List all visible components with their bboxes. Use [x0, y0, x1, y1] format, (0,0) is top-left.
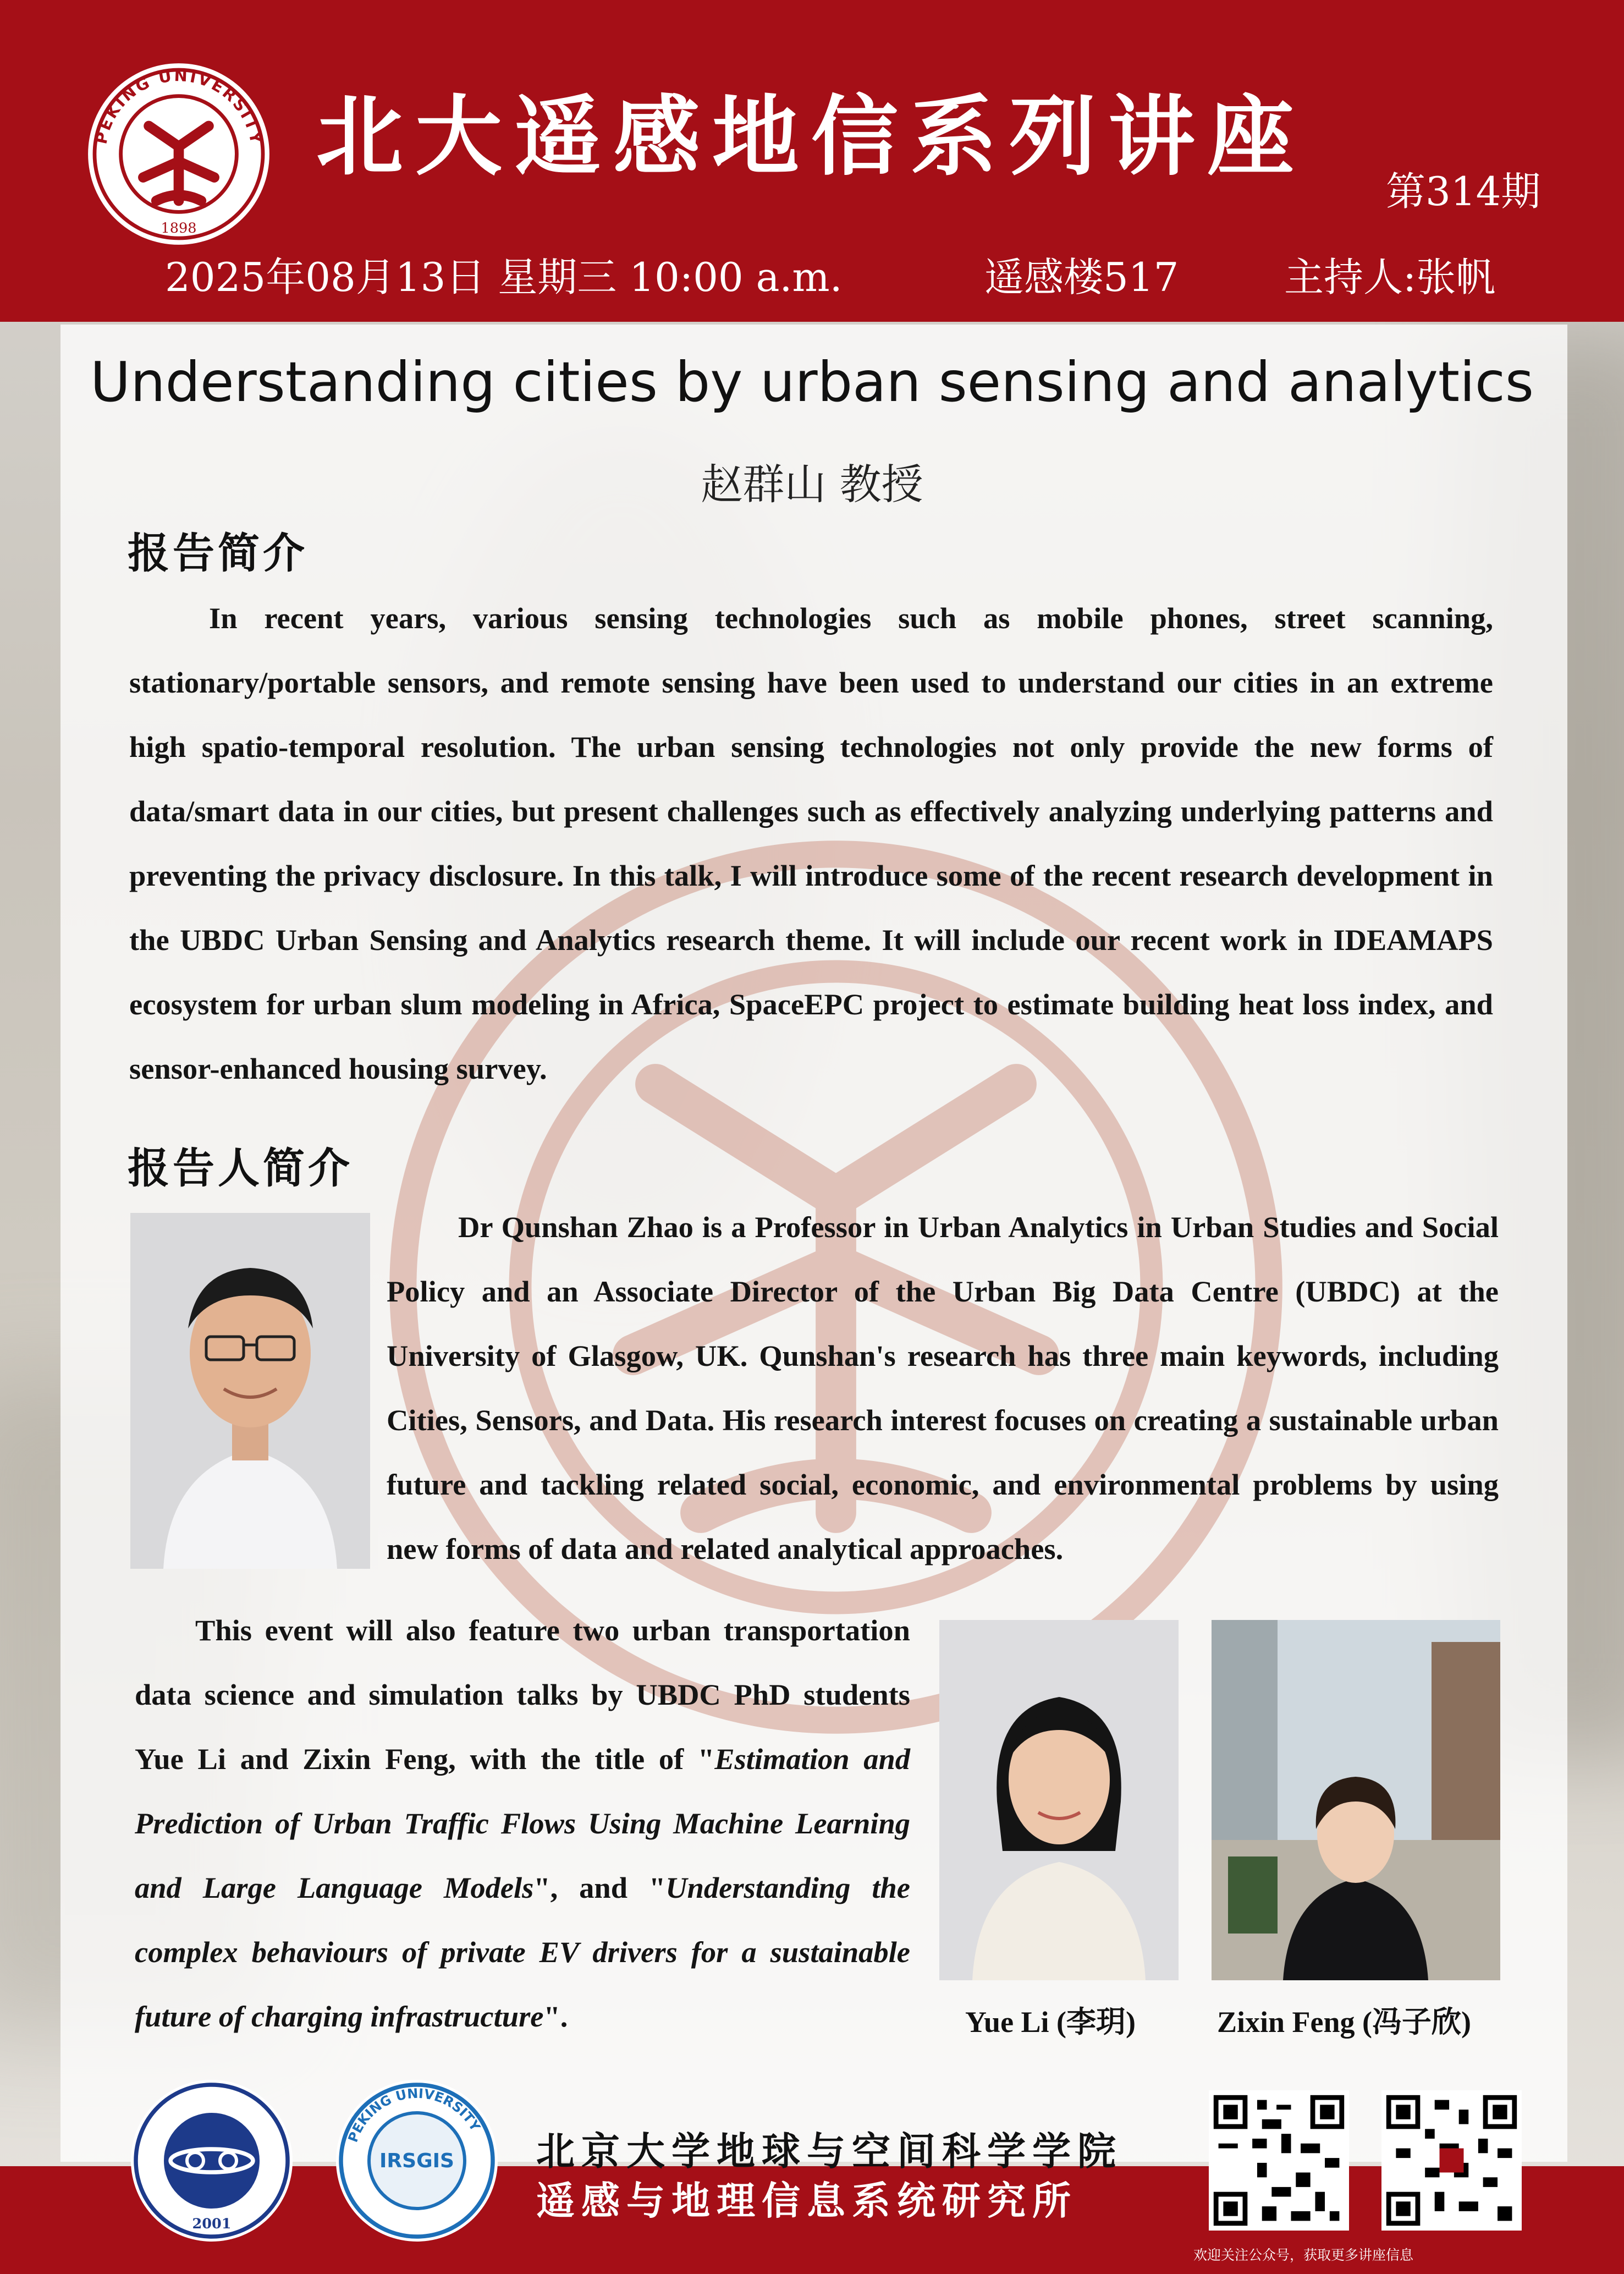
student-photo-yue-li	[939, 1620, 1179, 1980]
institute-seal-center-text: IRSGIS	[379, 2150, 454, 2172]
school-seal-icon	[129, 2078, 294, 2243]
school-name: 北京大学地球与空间科学学院	[536, 2128, 1122, 2174]
event-host: 主持人:张帆	[1284, 254, 1496, 300]
bio-heading: 报告人简介	[128, 1144, 353, 1193]
institute-seal-icon	[334, 2078, 499, 2243]
series-title: 北大遥感地信系列讲座	[316, 86, 1306, 188]
issue-number: 第314期	[1386, 168, 1541, 215]
talk-title-2: Understanding the complex behaviours of private EV drivers for a sustainable future of charging infrastructure	[135, 1871, 910, 2033]
event-location: 遥感楼517	[984, 254, 1179, 300]
institute-seal-ring-text: PEKING UNIVERSITY	[345, 2085, 483, 2145]
caption-yue-li: Yue Li (李玥)	[965, 2006, 1136, 2039]
qr-code-icon[interactable]	[1381, 2090, 1522, 2231]
bio-text: Dr Qunshan Zhao is a Professor in Urban Analytics in Urban Studies and Social Policy and an Associate Director of the Urban Big Data Centre (UBDC) at the University of Glasgow, UK. Qunshan's research has three main keywords, including Cities, Sensors, and Data. His research interest focuses on creating a sustainable urban future and tackling related social, economic, and environmental problems by using new forms of data and related analytical approaches.	[387, 1210, 1499, 1566]
qr-note: 欢迎关注公众号，获取更多讲座信息	[1193, 2247, 1414, 2263]
event-note: This event will also feature two urban transportation data science and simulation talks by UBDC PhD students Yue Li and Zixin Feng, with the title of "Estimation and Prediction of Urban Traffic Flows Using Machine Learning and Large Language Models", and "Understanding the complex behaviours of private EV drivers for a sustainable future of charging infrastructure".	[135, 1613, 911, 2033]
event-date-time: 2025年08月13日 星期三 10:00 a.m.	[165, 254, 843, 300]
abstract-heading: 报告简介	[128, 529, 308, 578]
institute-name: 遥感与地理信息系统研究所	[536, 2178, 1077, 2223]
talk-title-1: Estimation and Prediction of Urban Traffic Flows Using Machine Learning and Large Language Models	[135, 1742, 911, 1904]
caption-zixin-feng: Zixin Feng (冯子欣)	[1217, 2006, 1472, 2039]
qr-code-icon[interactable]	[1209, 2090, 1349, 2231]
student-photo-zixin-feng	[1212, 1620, 1500, 1980]
logo-ring-text: PEKING UNIVERSITY	[91, 65, 266, 147]
talk-title: Understanding cities by urban sensing and analytics	[90, 350, 1534, 414]
abstract-text: In recent years, various sensing technologies such as mobile phones, street scanning, stationary/portable sensors, and remote sensing have been used to understand our cities in an extreme high spatio-temporal resolution. The urban sensing technologies not only provide the new forms of data/smart data in our cities, but present challenges such as effectively analyzing underlying patterns and preventing the privacy disclosure. In this talk, I will introduce some of the recent research development in the UBDC Urban Sensing and Analytics research theme. It will include our recent work in IDEAMAPS ecosystem for urban slum modeling in Africa, SpaceEPC project to estimate building heat loss index, and sensor-enhanced housing survey.	[129, 601, 1493, 1085]
peking-university-logo-icon	[85, 61, 272, 248]
school-seal-year: 2001	[192, 2216, 232, 2232]
speaker-name: 赵群山 教授	[701, 460, 923, 509]
logo-year: 1898	[161, 219, 197, 237]
speaker-photo	[130, 1213, 370, 1569]
